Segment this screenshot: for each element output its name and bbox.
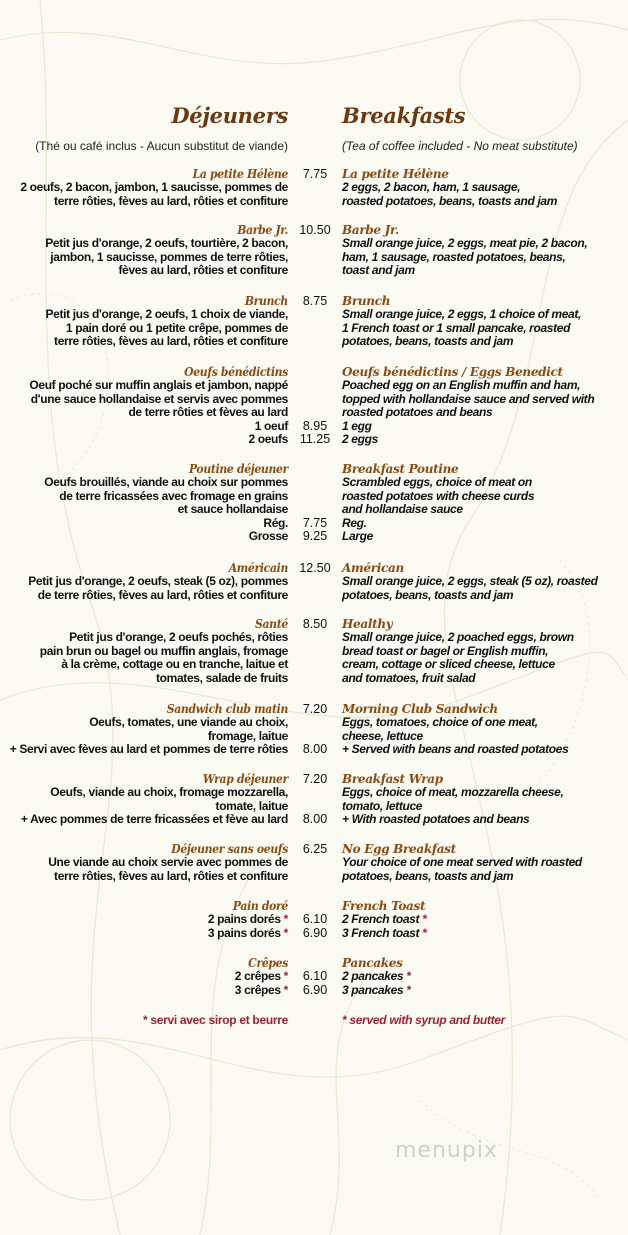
option-text-fr: + Servi avec fèves au lard et pommes de terre rôties: [9, 742, 288, 757]
option-price: 6.90: [302, 982, 328, 997]
item-desc-fr: [0, 900, 288, 940]
desc-line-fr: pain brun ou bagel ou muffin anglais, fromage: [39, 643, 288, 658]
option-text-en: 1 egg: [342, 418, 372, 433]
option-label-en: [342, 813, 628, 826]
desc-line-fr: Oeuf poché sur muffin anglais et jambon, nappé: [29, 378, 288, 393]
desc-line-fr: à la crème, cottage ou en tranche, laitue et: [61, 657, 288, 672]
option-price: 8.95: [302, 418, 328, 433]
asterisk-mark: *: [283, 912, 288, 927]
desc-line-en: potatoes, beans, toasts and jam: [342, 868, 514, 883]
item-name-fr: Wrap déjeuner: [202, 772, 288, 786]
item-name-fr: Oeufs bénédictins: [184, 365, 288, 379]
option-text-en: 3 French toast: [342, 925, 420, 940]
asterisk-mark: *: [283, 982, 288, 997]
item-desc-en: [342, 957, 628, 997]
item-desc-en: [342, 295, 628, 349]
option-label-en: [342, 743, 628, 756]
item-desc-fr: [0, 618, 288, 685]
item-name-en: Oeufs bénédictins / Eggs Benedict: [342, 365, 563, 379]
option-label-fr: [0, 743, 288, 756]
option-text-fr: + Avec pommes de terre fricassées et fève au lard: [20, 812, 288, 827]
option-text-en: 2 eggs: [342, 432, 378, 447]
item-name-en: Brunch: [342, 294, 391, 308]
option-label-fr: [0, 517, 288, 530]
item-desc-en: [342, 843, 628, 883]
item-price: 8.75: [302, 294, 328, 308]
desc-line-en: bread toast or bagel or English muffin,: [342, 643, 549, 658]
option-text-fr: 2 oeufs: [248, 432, 288, 447]
option-label-en: [342, 420, 628, 433]
desc-line-fr: fromage, laitue: [207, 728, 288, 743]
item-desc-en: [342, 224, 628, 278]
item-name-en: Pancakes: [342, 956, 403, 970]
option-text-fr: 2 pains dorés: [207, 912, 281, 927]
item-name-fr: Barbe Jr.: [237, 223, 288, 237]
option-label-en: [342, 433, 628, 446]
option-text-fr: Rég.: [263, 515, 288, 530]
desc-line-fr: Oeufs, tomates, une viande au choix,: [89, 715, 288, 730]
item-name-en: Morning Club Sandwich: [342, 702, 498, 716]
item-name-en: Américan: [342, 561, 404, 575]
item-desc-en: [342, 463, 628, 543]
option-price: 8.00: [302, 742, 328, 757]
desc-line-fr: fèves au lard, rôties et confiture: [118, 263, 288, 278]
item-desc-fr: [0, 295, 288, 349]
item-desc-fr: [0, 463, 288, 543]
desc-line-en: Your choice of one meat served with roasted: [342, 855, 582, 870]
desc-line-en: ham, 1 sausage, roasted potatoes, beans,: [342, 249, 566, 264]
item-name-fr: La petite Hélène: [192, 167, 288, 181]
item-desc-en: [342, 366, 628, 446]
item-name-en: French Toast: [342, 899, 426, 913]
item-name-fr: Déjeuner sans oeufs: [171, 842, 288, 856]
item-price: 10.50: [299, 223, 331, 237]
option-price: 6.10: [302, 912, 328, 927]
option-label-en: [342, 913, 628, 926]
item-desc-en: [342, 618, 628, 685]
subtitle-en: (Tea of coffee included - No meat substitute): [342, 139, 578, 153]
item-desc-fr: [0, 366, 288, 446]
item-price: 7.20: [302, 702, 328, 716]
item-desc-en: [342, 703, 628, 757]
option-text-en: 3 pancakes: [342, 982, 404, 997]
item-price: 6.25: [302, 842, 328, 856]
desc-line-fr: Petit jus d'orange, 2 oeufs, steak (5 oz), pommes: [28, 574, 288, 589]
desc-line-en: and hollandaise sauce: [342, 502, 463, 517]
option-text-en: 2 French toast: [342, 912, 420, 927]
desc-line-en: Poached egg on an English muffin and ham,: [342, 378, 581, 393]
desc-line-en: Eggs, tomatoes, choice of one meat,: [342, 715, 538, 730]
desc-line-en: Small orange juice, 2 eggs, meat pie, 2 bacon,: [342, 236, 588, 251]
option-text-fr: 3 crêpes: [234, 982, 281, 997]
desc-line-fr: terre rôties, fèves au lard, rôties et confiture: [54, 868, 288, 883]
option-price: 8.00: [302, 812, 328, 827]
desc-line-en: roasted potatoes, beans, toasts and jam: [342, 193, 558, 208]
desc-line-fr: de terre rôties et fèves au lard: [128, 405, 288, 420]
desc-line-en: Eggs, choice of meat, mozzarella cheese,: [342, 785, 564, 800]
desc-line-fr: Petit jus d'orange, 2 oeufs, 1 choix de viande,: [45, 307, 288, 322]
option-text-fr: 2 crêpes: [234, 969, 281, 984]
item-desc-fr: [0, 957, 288, 997]
option-price: 11.25: [299, 432, 331, 446]
asterisk-mark: *: [406, 969, 411, 984]
item-name-en: Breakfast Poutine: [342, 462, 459, 476]
desc-line-fr: Oeufs brouillés, viande au choix sur pommes: [44, 475, 288, 490]
option-price: 7.75: [302, 515, 328, 530]
option-text-en: Reg.: [342, 515, 367, 530]
desc-line-fr: 2 oeufs, 2 bacon, jambon, 1 saucisse, pommes de: [20, 180, 288, 195]
option-price: 9.25: [302, 529, 328, 543]
desc-line-en: potatoes, beans, toasts and jam: [342, 587, 514, 602]
desc-line-en: and tomatoes, fruit salad: [342, 670, 476, 685]
footnote-fr: * servi avec sirop et beurre: [142, 1013, 288, 1027]
item-name-fr: Pain doré: [232, 899, 288, 913]
option-label-en: [342, 530, 628, 543]
asterisk-mark: *: [422, 912, 427, 927]
desc-line-en: cheese, lettuce: [342, 728, 423, 743]
option-text-en: 2 pancakes: [342, 969, 404, 984]
item-desc-en: [342, 168, 628, 208]
option-label-fr: [0, 984, 288, 997]
option-label-fr: [0, 970, 288, 983]
section-title-fr: Déjeuners: [171, 103, 288, 128]
watermark-logo: menupix: [395, 1138, 498, 1163]
item-name-fr: Poutine déjeuner: [188, 462, 288, 476]
subtitle-fr: (Thé ou café inclus - Aucun substitut de viande): [35, 139, 288, 153]
option-price: 6.90: [302, 925, 328, 940]
option-label-en: [342, 927, 628, 940]
desc-line-en: 1 French toast or 1 small pancake, roasted: [342, 320, 571, 335]
option-label-en: [342, 517, 628, 530]
desc-line-en: tomato, lettuce: [342, 798, 423, 813]
asterisk-mark: *: [283, 969, 288, 984]
item-name-en: La petite Hélène: [342, 167, 449, 181]
option-label-fr: [0, 433, 288, 446]
option-label-en: [342, 970, 628, 983]
item-desc-en: [342, 773, 628, 827]
desc-line-fr: terre rôties, fèves au lard, rôties et confiture: [54, 193, 288, 208]
option-text-en: Large: [342, 529, 373, 544]
item-name-fr: Crêpes: [248, 956, 288, 970]
desc-line-en: Scrambled eggs, choice of meat on: [342, 475, 532, 490]
item-name-en: Barbe Jr.: [342, 223, 399, 237]
item-desc-fr: [0, 843, 288, 883]
desc-line-en: roasted potatoes with cheese curds: [342, 488, 535, 503]
desc-line-en: cream, cottage or sliced cheese, lettuce: [342, 657, 555, 672]
item-name-fr: Brunch: [244, 294, 288, 308]
item-name-en: No Egg Breakfast: [342, 842, 456, 856]
option-label-fr: [0, 420, 288, 433]
option-label-fr: [0, 813, 288, 826]
asterisk-mark: *: [422, 925, 427, 940]
option-label-fr: [0, 927, 288, 940]
desc-line-fr: Petit jus d'orange, 2 oeufs, tourtière, 2 bacon,: [45, 236, 288, 251]
desc-line-fr: Petit jus d'orange, 2 oeufs pochés, rôties: [69, 630, 288, 645]
item-name-fr: Américain: [228, 561, 288, 575]
item-desc-fr: [0, 773, 288, 827]
desc-line-fr: et sauce hollandaise: [177, 502, 288, 517]
desc-line-fr: d'une sauce hollandaise et servis avec pommes: [30, 391, 288, 406]
desc-line-en: Small orange juice, 2 eggs, 1 choice of meat,: [342, 307, 582, 322]
item-desc-fr: [0, 224, 288, 278]
item-desc-en: [342, 900, 628, 940]
desc-line-fr: tomates, salade de fruits: [156, 670, 288, 685]
option-text-fr: 1 oeuf: [254, 418, 288, 433]
option-label-en: [342, 984, 628, 997]
item-desc-fr: [0, 703, 288, 757]
desc-line-en: potatoes, beans, toasts and jam: [342, 334, 514, 349]
item-price: 8.50: [302, 617, 328, 631]
item-name-fr: Sandwich club matin: [166, 702, 288, 716]
item-price: 7.20: [302, 772, 328, 786]
desc-line-fr: Une viande au choix servie avec pommes de: [48, 855, 288, 870]
desc-line-fr: jambon, 1 saucisse, pommes de terre rôties,: [50, 249, 288, 264]
desc-line-en: roasted potatoes and beans: [342, 405, 493, 420]
footnote-en: * served with syrup and butter: [342, 1013, 506, 1027]
desc-line-fr: de terre fricassées avec fromage en grains: [59, 488, 288, 503]
item-desc-fr: [0, 562, 288, 602]
desc-line-en: toast and jam: [342, 263, 415, 278]
desc-line-en: 2 eggs, 2 bacon, ham, 1 sausage,: [342, 180, 521, 195]
desc-line-en: Small orange juice, 2 eggs, steak (5 oz), roasted: [342, 574, 598, 589]
item-desc-en: [342, 562, 628, 602]
desc-line-fr: terre rôties, fèves au lard, rôties et confiture: [54, 334, 288, 349]
item-desc-fr: [0, 168, 288, 208]
option-label-fr: [0, 530, 288, 543]
desc-line-fr: tomate, laitue: [215, 798, 288, 813]
desc-line-fr: de terre rôties, fèves au lard, rôties et confiture: [37, 587, 288, 602]
section-title-en: Breakfasts: [342, 103, 466, 128]
option-text-fr: Grosse: [248, 529, 288, 544]
item-name-en: Breakfast Wrap: [342, 772, 443, 786]
asterisk-mark: *: [406, 982, 411, 997]
option-text-en: + With roasted potatoes and beans: [342, 812, 530, 827]
item-name-en: Healthy: [342, 617, 393, 631]
item-price: 7.75: [302, 167, 328, 181]
option-text-en: + Served with beans and roasted potatoes: [342, 742, 569, 757]
desc-line-fr: Oeufs, viande au choix, fromage mozzarella,: [50, 785, 288, 800]
item-price: 12.50: [299, 561, 331, 575]
desc-line-en: Small orange juice, 2 poached eggs, brown: [342, 630, 574, 645]
item-name-fr: Santé: [254, 617, 288, 631]
option-price: 6.10: [302, 969, 328, 984]
desc-line-fr: 1 pain doré ou 1 petite crêpe, pommes de: [65, 320, 288, 335]
option-text-fr: 3 pains dorés: [207, 925, 281, 940]
option-label-fr: [0, 913, 288, 926]
asterisk-mark: *: [283, 925, 288, 940]
desc-line-en: topped with hollandaise sauce and served with: [342, 391, 595, 406]
